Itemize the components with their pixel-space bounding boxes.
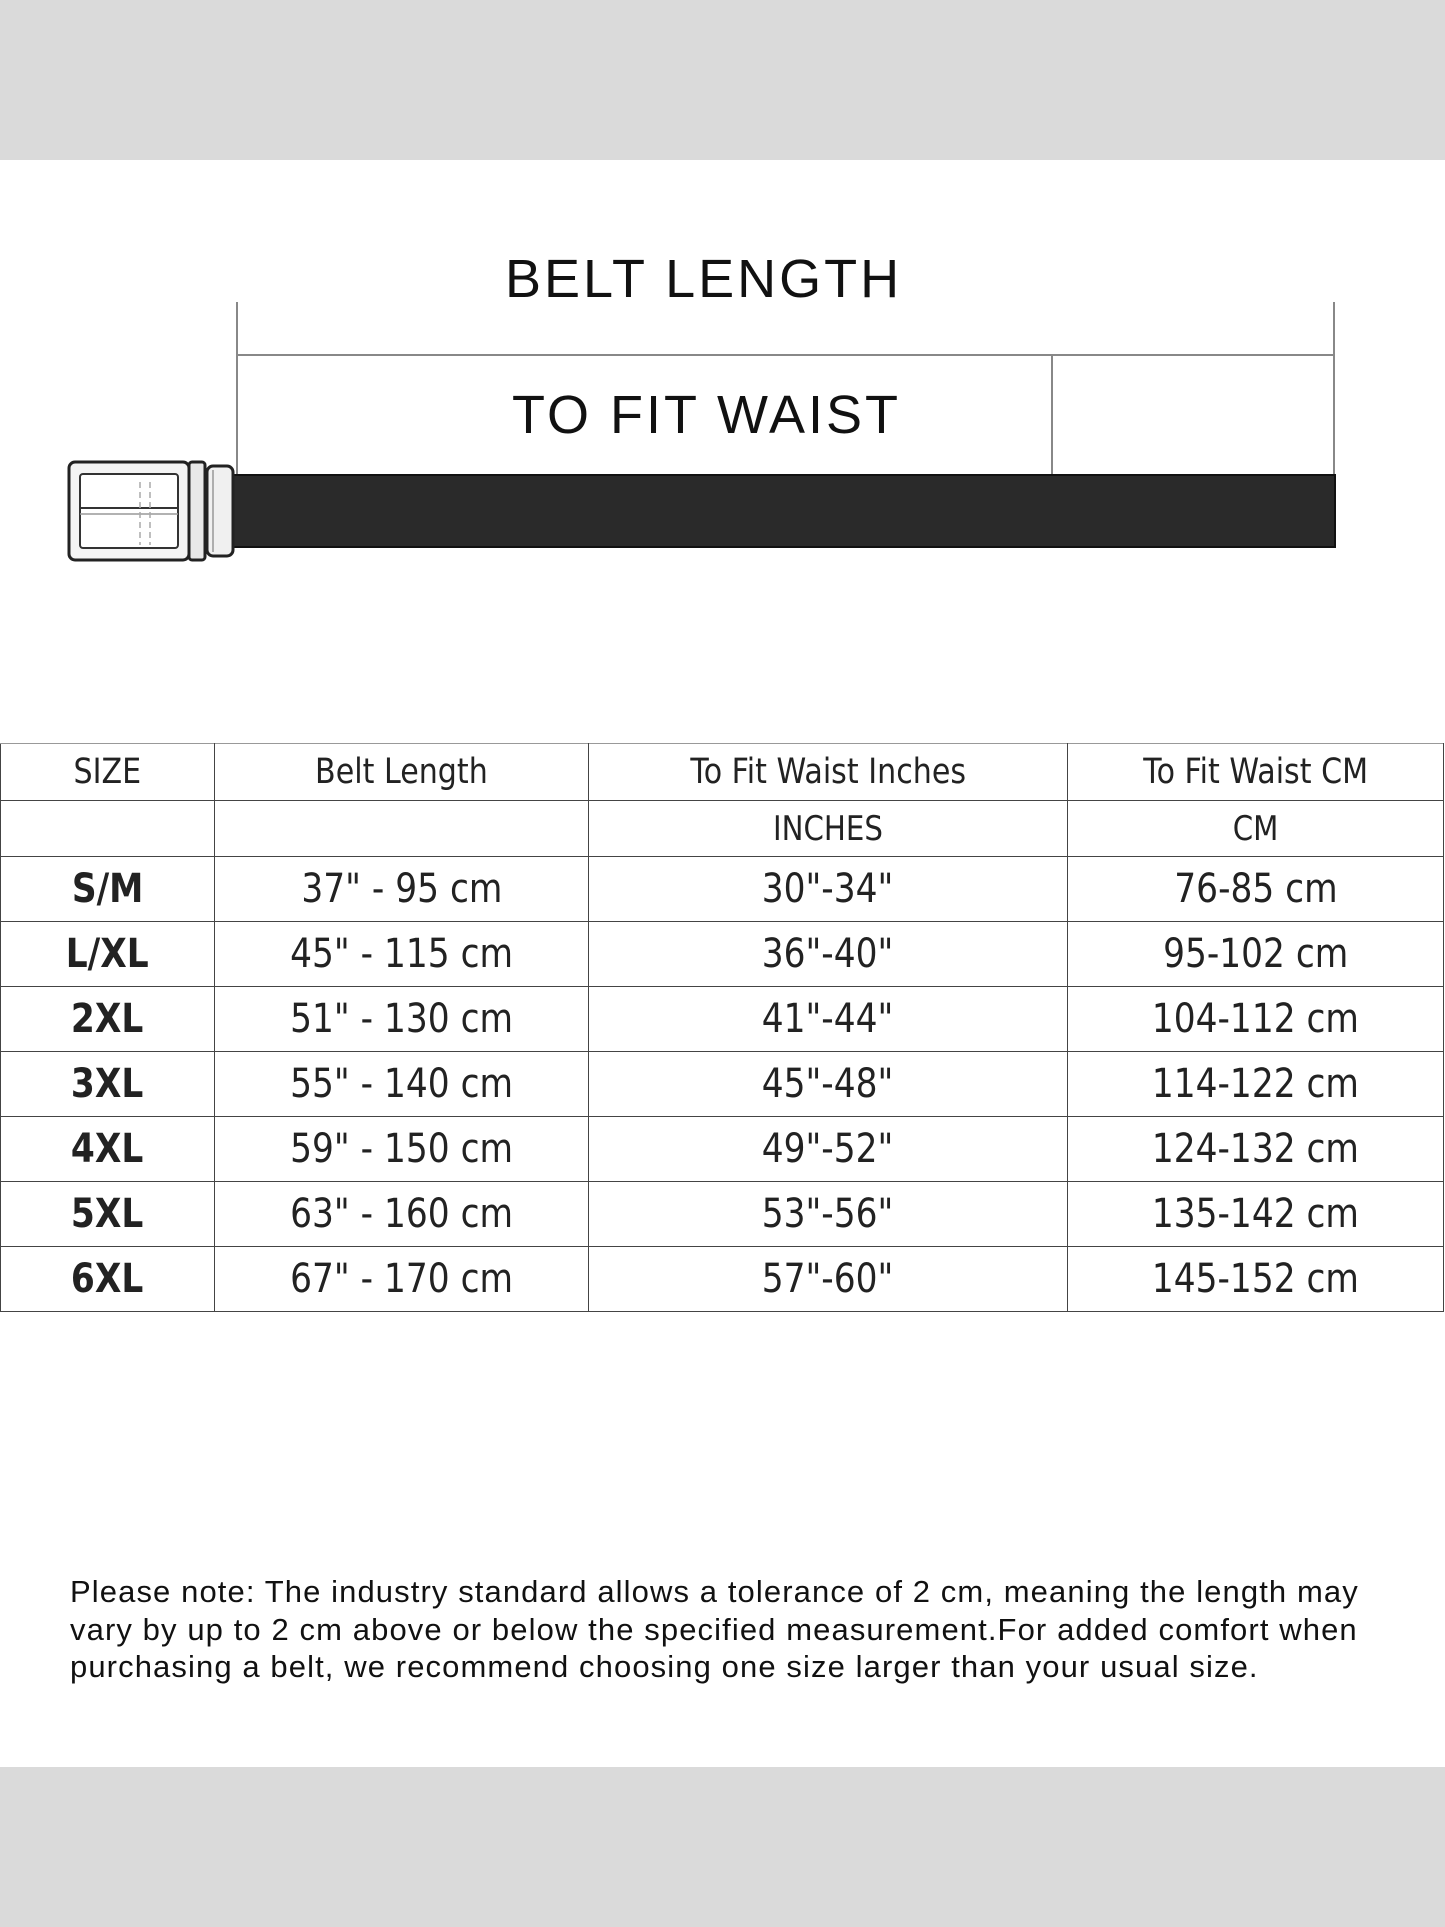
- header-size: SIZE: [1, 744, 215, 801]
- size-cell: 4XL: [1, 1117, 215, 1182]
- table-row: [1, 1052, 1444, 1117]
- table-subheader-row: [1, 801, 1444, 857]
- belt-length-cell: 59" - 150 cm: [215, 1117, 589, 1182]
- size-chart-table: [0, 743, 1444, 1312]
- belt-length-cell: 63" - 160 cm: [215, 1182, 589, 1247]
- waist-inches-cell: 45"-48": [589, 1052, 1068, 1117]
- waist-cm-cell: 145-152 cm: [1068, 1247, 1444, 1312]
- subheader-belt-length: [215, 801, 589, 857]
- header-waist-inches: To Fit Waist Inches: [589, 744, 1068, 801]
- size-cell: 6XL: [1, 1247, 215, 1312]
- table-row: [1, 987, 1444, 1052]
- belt-length-cell: 37" - 95 cm: [215, 857, 589, 922]
- waist-inches-cell: 30"-34": [589, 857, 1068, 922]
- table-row: [1, 922, 1444, 987]
- header-belt-length: Belt Length: [215, 744, 589, 801]
- bottom-gray-band: [0, 1767, 1445, 1927]
- belt-length-cell: 67" - 170 cm: [215, 1247, 589, 1312]
- waist-inches-cell: 36"-40": [589, 922, 1068, 987]
- waist-cm-cell: 95-102 cm: [1068, 922, 1444, 987]
- table-row: [1, 1247, 1444, 1312]
- subheader-inches: INCHES: [589, 801, 1068, 857]
- belt-length-cell: 45" - 115 cm: [215, 922, 589, 987]
- table-header-row: [1, 744, 1444, 801]
- waist-cm-cell: 135-142 cm: [1068, 1182, 1444, 1247]
- table-row: [1, 1117, 1444, 1182]
- belt-length-cell: 51" - 130 cm: [215, 987, 589, 1052]
- subheader-size: [1, 801, 215, 857]
- subheader-cm: CM: [1068, 801, 1444, 857]
- belt-strap: [233, 475, 1335, 547]
- belt-diagram: [0, 0, 1445, 600]
- waist-cm-cell: 104-112 cm: [1068, 987, 1444, 1052]
- waist-cm-cell: 114-122 cm: [1068, 1052, 1444, 1117]
- waist-inches-cell: 57"-60": [589, 1247, 1068, 1312]
- size-cell: 2XL: [1, 987, 215, 1052]
- table-row: [1, 1182, 1444, 1247]
- size-cell: L/XL: [1, 922, 215, 987]
- belt-length-label: BELT LENGTH: [505, 249, 903, 309]
- size-cell: 5XL: [1, 1182, 215, 1247]
- belt-buckle-icon: [69, 462, 233, 560]
- belt-length-cell: 55" - 140 cm: [215, 1052, 589, 1117]
- waist-inches-cell: 41"-44": [589, 987, 1068, 1052]
- waist-cm-cell: 124-132 cm: [1068, 1117, 1444, 1182]
- to-fit-waist-label: TO FIT WAIST: [512, 385, 902, 445]
- waist-inches-cell: 53"-56": [589, 1182, 1068, 1247]
- header-waist-cm: To Fit Waist CM: [1068, 744, 1444, 801]
- waist-cm-cell: 76-85 cm: [1068, 857, 1444, 922]
- size-cell: 3XL: [1, 1052, 215, 1117]
- waist-inches-cell: 49"-52": [589, 1117, 1068, 1182]
- table-row: [1, 857, 1444, 922]
- tolerance-note: Please note: The industry standard allows a tolerance of 2 cm, meaning the length may vary by up to 2 cm above or below the specified measurement.For added comfort when purchasing a belt, we recommend choosing one size larger than your usual size.: [70, 1574, 1359, 1684]
- size-cell: S/M: [1, 857, 215, 922]
